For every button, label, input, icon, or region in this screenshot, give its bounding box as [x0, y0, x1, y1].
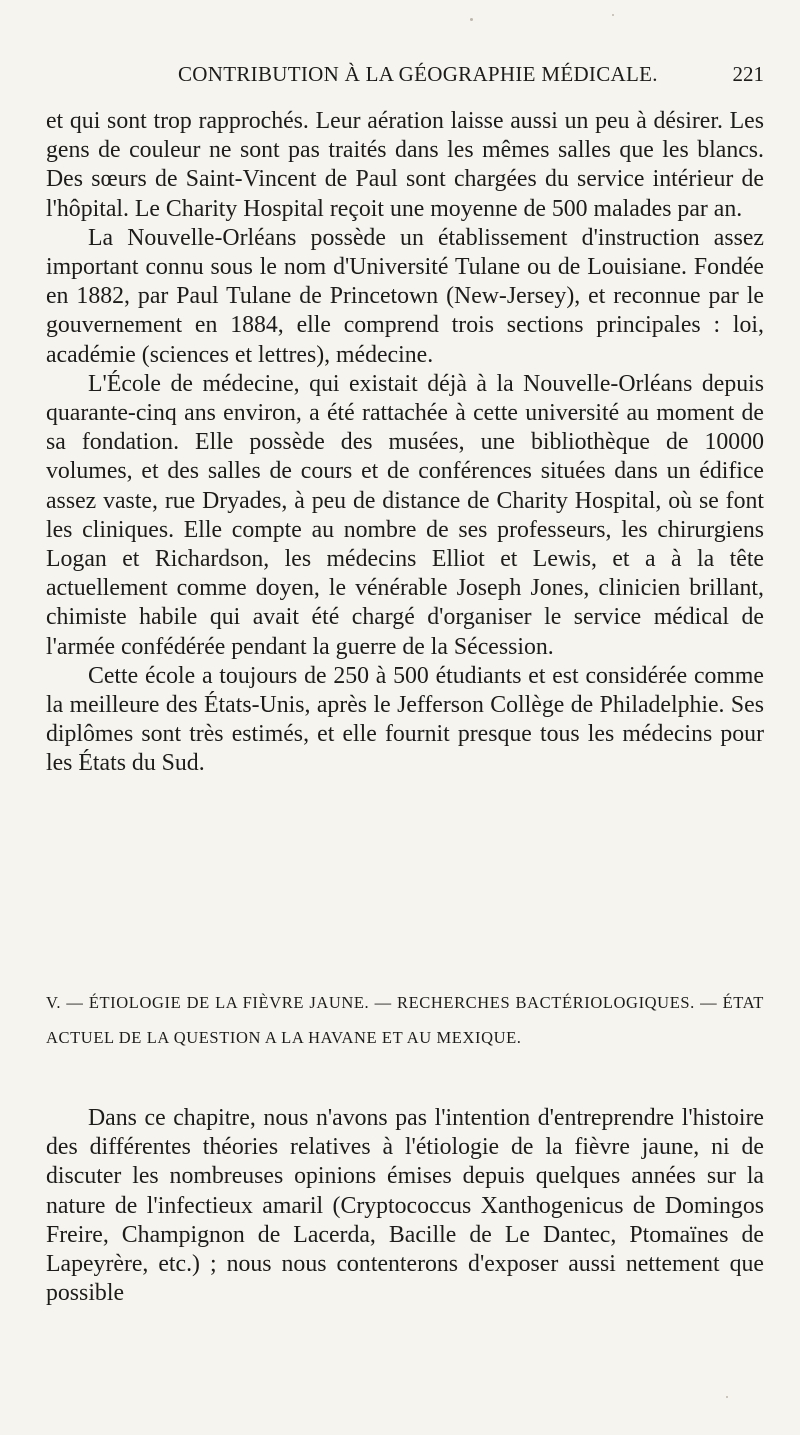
print-speck: [726, 1396, 728, 1398]
paragraph-medical-school: L'École de médecine, qui existait déjà à la Nouvelle-Orléans depuis quarante-cinq ans environ, a été rattachée à cette université au moment de sa fondation. Elle possède des musées, une bibliothèque de 10000 volumes, et des salles de cours et de conférences situées dans un édifice assez vaste, rue Dryades, à peu de distance de Charity Hospital, où se font les cliniques. Elle compte au nombre de ses professeurs, les chirurgiens Logan et Richardson, les médecins Elliot et Lewis, et a à la tête actuellement comme doyen, le vénérable Joseph Jones, clinicien brillant, chimiste habile qui avait été chargé d'organiser le service médical de l'armée confédérée pendant la guerre de la Sécession.: [46, 370, 764, 660]
print-speck: [470, 18, 473, 21]
print-speck: [612, 14, 614, 16]
section-heading: V. — ÉTIOLOGIE DE LA FIÈVRE JAUNE. — RECHERCHES BACTÉRIOLOGIQUES. — ÉTAT ACTUEL DE LA QUESTION A LA HAVANE ET AU MEXIQUE.: [46, 993, 764, 1047]
paragraph-chapter-intro: Dans ce chapitre, nous n'avons pas l'intention d'entreprendre l'histoire des différentes théories relatives à l'étiologie de la fièvre jaune, ni de discuter les nombreuses opinions émises depuis quelques années sur la nature de l'infectieux amaril (Cryptococcus Xanthogenicus de Domingos Freire, Champignon de Lacerda, Bacille de Le Dantec, Ptomaïnes de Lapeyrère, etc.) ; nous nous contenterons d'exposer aussi nettement que possible: [46, 1105, 764, 1307]
section-text: [46, 1104, 764, 1308]
paragraph-student-numbers: Cette école a toujours de 250 à 500 étudiants et est considérée comme la meilleure des États-Unis, après le Jefferson Collège de Philadelphie. Ses diplômes sont très estimés, et elle fournit presque tous les médecins pour les États du Sud.: [46, 662, 764, 777]
body-text: [46, 107, 764, 779]
page-header: [46, 62, 764, 92]
paragraph-hospital-continued: et qui sont trop rapprochés. Leur aération laisse aussi un peu à désirer. Les gens de couleur ne sont pas traités dans les mêmes salles que les blancs. Des sœurs de Saint-Vincent de Paul sont chargées du service intérieur de l'hôpital. Le Charity Hospital reçoit une moyenne de 500 malades par an.: [46, 108, 764, 222]
paragraph-tulane-university: La Nouvelle-Orléans possède un établissement d'instruction assez important connu sous le nom d'Université Tulane ou de Louisiane. Fondée en 1882, par Paul Tulane de Princetown (New-Jersey), et reconnue par le gouvernement en 1884, elle comprend trois sections principales : loi, académie (sciences et lettres), médecine.: [46, 224, 764, 368]
running-title: CONTRIBUTION À LA GÉOGRAPHIE MÉDICALE.: [178, 62, 658, 86]
page-number: 221: [732, 62, 764, 86]
